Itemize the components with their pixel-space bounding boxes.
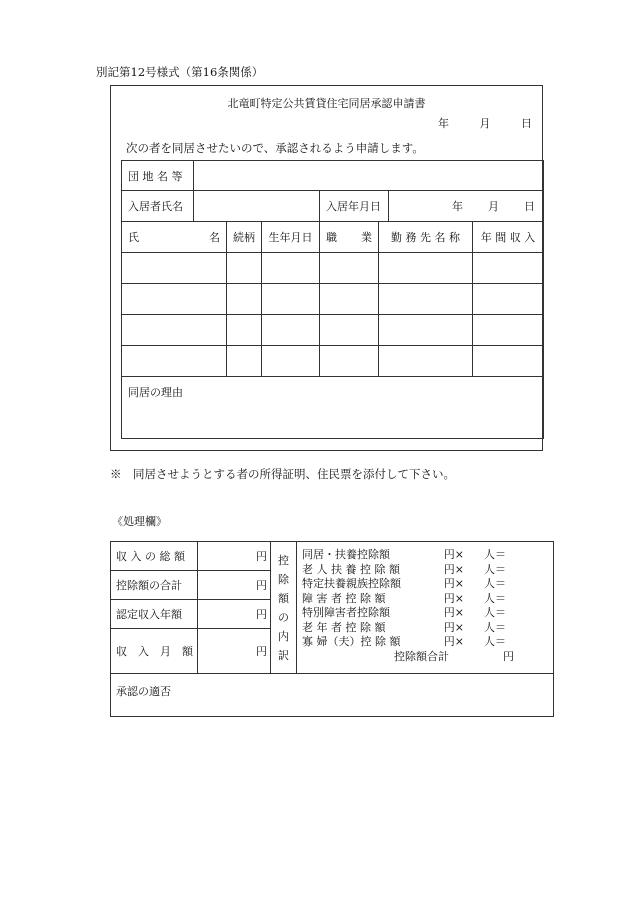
date-day: 日 xyxy=(521,117,532,130)
cell-birth[interactable] xyxy=(262,284,320,315)
deduction-line[interactable]: 寡 婦（夫）控 除 額 円× 人＝ xyxy=(302,635,506,648)
date-year: 年 xyxy=(438,117,449,130)
cell-name[interactable] xyxy=(122,253,227,284)
certified-income-field[interactable]: 円 xyxy=(198,600,271,629)
cell-workplace[interactable] xyxy=(379,284,473,315)
cell-job[interactable] xyxy=(320,315,379,346)
processing-table xyxy=(110,541,554,717)
application-box xyxy=(110,85,543,451)
deduction-line[interactable]: 老 人 扶 養 控 除 額 円× 人＝ xyxy=(302,562,506,576)
application-date[interactable] xyxy=(411,115,532,131)
deduction-total-line[interactable] xyxy=(302,650,553,665)
move-in-day: 日 xyxy=(524,200,536,213)
deduction-line[interactable]: 同居・扶養控除額 円× 人＝ xyxy=(302,548,506,561)
table-row xyxy=(122,346,544,377)
monthly-income-label: 収 入 月 額 xyxy=(111,629,198,674)
col-income-header: 年 間 収 入 xyxy=(473,222,544,253)
reason-field[interactable] xyxy=(122,377,544,439)
move-in-year: 年 xyxy=(452,200,464,213)
cell-birth[interactable] xyxy=(262,315,320,346)
occupant-name-field[interactable] xyxy=(194,191,320,222)
table-row xyxy=(122,253,544,284)
cell-relation[interactable] xyxy=(227,284,262,315)
occupant-name-label: 入居者氏名 xyxy=(122,191,194,222)
table-row xyxy=(122,284,544,315)
column-header-row xyxy=(122,222,544,253)
attachment-note: ※ 同居させようとする者の所得証明、住民票を添付して下さい。 xyxy=(110,467,455,481)
deduction-line[interactable]: 特定扶養親族控除額 円× 人＝ xyxy=(302,577,506,590)
cell-workplace[interactable] xyxy=(379,346,473,377)
deduction-total-row-label: 控除額の合計 xyxy=(111,571,198,600)
deduction-total-field[interactable]: 円 xyxy=(198,571,271,600)
cell-workplace[interactable] xyxy=(379,253,473,284)
certified-income-label: 認定収入年額 xyxy=(111,600,198,629)
request-text: 次の者を同居させたいので、承認されるよう申請します。 xyxy=(126,141,424,155)
complex-name-label: 団 地 名 等 xyxy=(122,161,194,191)
cell-income[interactable] xyxy=(473,253,544,284)
cell-birth[interactable] xyxy=(262,253,320,284)
deduction-total-unit: 円 xyxy=(503,649,514,663)
cell-job[interactable] xyxy=(320,346,379,377)
cell-name[interactable] xyxy=(122,315,227,346)
table-row xyxy=(122,315,544,346)
deduction-breakdown xyxy=(297,542,554,674)
cell-relation[interactable] xyxy=(227,346,262,377)
move-in-month: 月 xyxy=(488,200,500,213)
total-income-field[interactable]: 円 xyxy=(198,542,271,571)
applicant-table xyxy=(121,160,544,439)
approval-field[interactable] xyxy=(111,674,554,717)
deduction-line[interactable]: 障 害 者 控 除 額 円× 人＝ xyxy=(302,591,506,605)
deduction-breakdown-label: 控 除 額 の 内 訳 xyxy=(271,542,297,674)
move-in-date-label: 入居年月日 xyxy=(320,191,389,222)
cell-income[interactable] xyxy=(473,346,544,377)
cell-income[interactable] xyxy=(473,284,544,315)
col-relation-header: 続柄 xyxy=(227,222,262,253)
cell-name[interactable] xyxy=(122,284,227,315)
total-income-label: 収 入 の 総 額 xyxy=(111,542,198,571)
col-job-header: 職 業 xyxy=(320,222,379,253)
cell-name[interactable] xyxy=(122,346,227,377)
col-birth-header: 生年月日 xyxy=(262,222,320,253)
move-in-date-field[interactable] xyxy=(389,191,544,222)
cell-income[interactable] xyxy=(473,315,544,346)
date-month: 月 xyxy=(479,117,491,130)
deduction-line[interactable]: 老 年 者 控 除 額 円× 人＝ xyxy=(302,620,506,634)
cell-birth[interactable] xyxy=(262,346,320,377)
col-name-header: 氏 名 xyxy=(122,222,227,253)
complex-name-field[interactable] xyxy=(194,161,544,191)
approval-label: 承認の適否 xyxy=(116,685,171,698)
col-workplace-header: 勤 務 先 名 称 xyxy=(379,222,473,253)
monthly-income-field[interactable]: 円 xyxy=(198,629,271,674)
cell-relation[interactable] xyxy=(227,315,262,346)
cell-workplace[interactable] xyxy=(379,315,473,346)
application-title: 北竜町特定公共賃貸住宅同居承認申請書 xyxy=(227,97,426,110)
reason-label: 同居の理由 xyxy=(128,386,183,399)
cell-job[interactable] xyxy=(320,284,379,315)
form-number-label: 別記第12号様式（第16条関係） xyxy=(96,65,264,79)
cell-job[interactable] xyxy=(320,253,379,284)
cell-relation[interactable] xyxy=(227,253,262,284)
deduction-line[interactable]: 特別障害者控除額 円× 人＝ xyxy=(302,606,506,619)
processing-label: 《処理欄》 xyxy=(112,515,167,528)
deduction-total-label: 控除額合計 xyxy=(394,649,449,663)
